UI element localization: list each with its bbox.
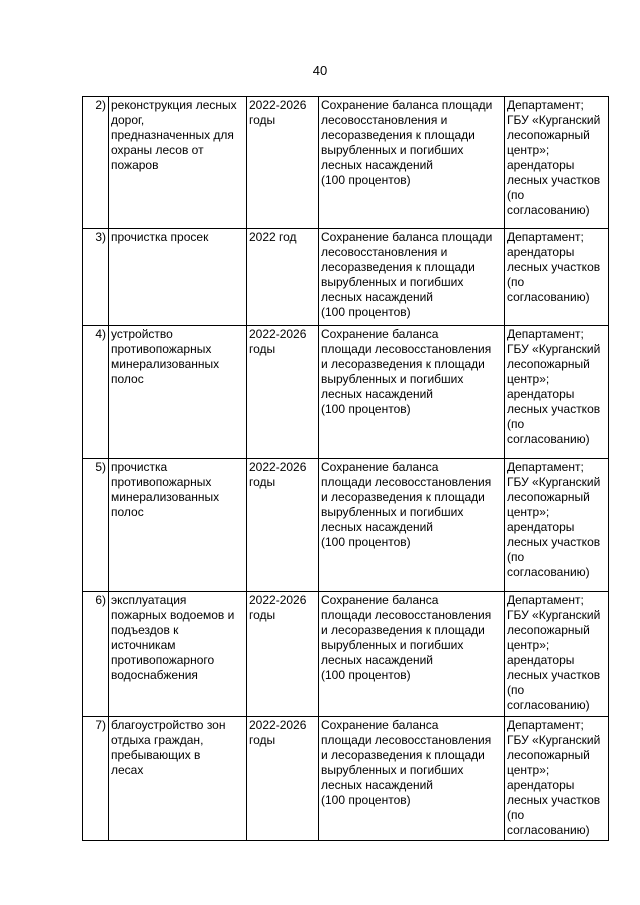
executor-cell: Департамент; ГБУ «Курганский лесопожарный центр»; арендаторы лесных участков (по согласованию): [505, 459, 609, 592]
table-row: [83, 592, 609, 717]
measure-cell: устройство противопожарных минерализованных полос: [109, 326, 247, 459]
period-cell: 2022 год: [247, 229, 319, 326]
row-number: 4): [83, 326, 109, 459]
result-cell: Сохранение баланса площади лесовосстановления и лесоразведения к площади вырубленных и погибших лесных насаждений (100 процентов): [319, 97, 505, 229]
period-cell: 2022-2026 годы: [247, 592, 319, 717]
executor-cell: Департамент; ГБУ «Курганский лесопожарный центр»; арендаторы лесных участков (по согласованию): [505, 717, 609, 841]
period-cell: 2022-2026 годы: [247, 326, 319, 459]
row-number: 3): [83, 229, 109, 326]
table-row: [83, 459, 609, 592]
executor-cell: Департамент; ГБУ «Курганский лесопожарный центр»; арендаторы лесных участков (по согласованию): [505, 97, 609, 229]
measures-table: [82, 96, 609, 841]
executor-cell: Департамент; арендаторы лесных участков (по согласованию): [505, 229, 609, 326]
table-row: [83, 229, 609, 326]
measure-cell: эксплуатация пожарных водоемов и подъездов к источникам противопожарного водоснабжения: [109, 592, 247, 717]
measure-cell: реконструкция лесных дорог, предназначенных для охраны лесов от пожаров: [109, 97, 247, 229]
period-cell: 2022-2026 годы: [247, 97, 319, 229]
table-row: [83, 717, 609, 841]
result-cell: Сохранение баланса площади лесовосстановления и лесоразведения к площади вырубленных и погибших лесных насаждений (100 процентов): [319, 592, 505, 717]
measure-cell: прочистка просек: [109, 229, 247, 326]
result-cell: Сохранение баланса площади лесовосстановления и лесоразведения к площади вырубленных и погибших лесных насаждений (100 процентов): [319, 717, 505, 841]
period-cell: 2022-2026 годы: [247, 459, 319, 592]
table-row: [83, 326, 609, 459]
page-number: 40: [312, 63, 328, 78]
result-cell: Сохранение баланса площади лесовосстановления и лесоразведения к площади вырубленных и погибших лесных насаждений (100 процентов): [319, 326, 505, 459]
row-number: 5): [83, 459, 109, 592]
row-number: 7): [83, 717, 109, 841]
row-number: 2): [83, 97, 109, 229]
result-cell: Сохранение баланса площади лесовосстановления и лесоразведения к площади вырубленных и погибших лесных насаждений (100 процентов): [319, 459, 505, 592]
table-row: [83, 97, 609, 229]
executor-cell: Департамент; ГБУ «Курганский лесопожарный центр»; арендаторы лесных участков (по согласованию): [505, 326, 609, 459]
executor-cell: Департамент; ГБУ «Курганский лесопожарный центр»; арендаторы лесных участков (по согласованию): [505, 592, 609, 717]
row-number: 6): [83, 592, 109, 717]
measure-cell: благоустройство зон отдыха граждан, пребывающих в лесах: [109, 717, 247, 841]
period-cell: 2022-2026 годы: [247, 717, 319, 841]
measure-cell: прочистка противопожарных минерализованных полос: [109, 459, 247, 592]
result-cell: Сохранение баланса площади лесовосстановления и лесоразведения к площади вырубленных и погибших лесных насаждений (100 процентов): [319, 229, 505, 326]
